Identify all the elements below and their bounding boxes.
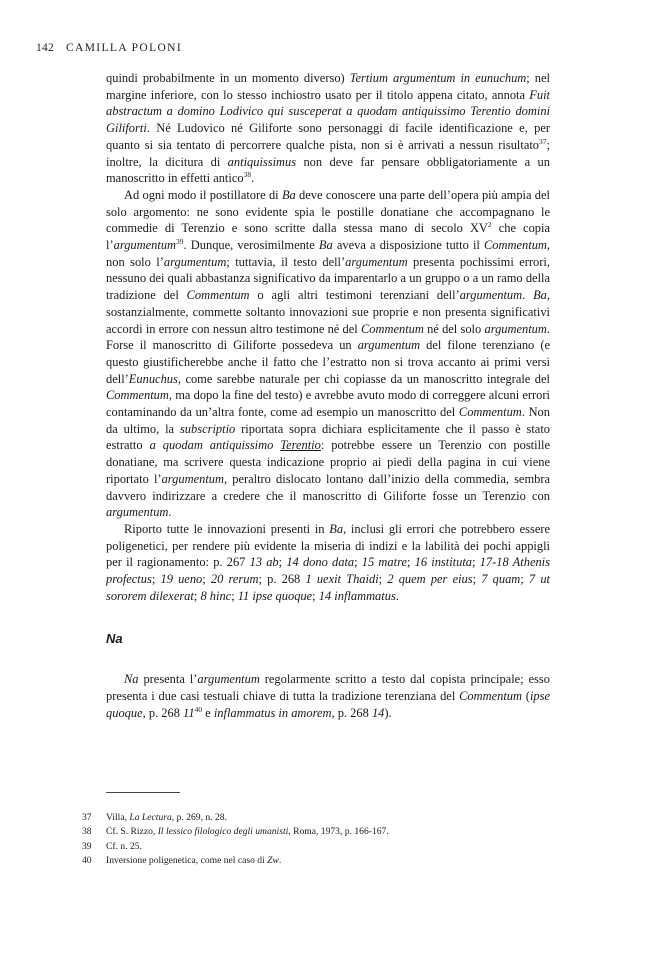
footnote-ref[interactable]: 39 [176, 237, 184, 247]
footnote-text: Villa, La Lectura, p. 269, n. 28. [106, 812, 227, 823]
section-heading: Na [106, 630, 123, 646]
footnote [82, 854, 542, 868]
footnote-number: 40 [82, 855, 92, 867]
footnote [82, 840, 542, 854]
footnote-number: 39 [82, 840, 92, 852]
footnote-ref[interactable]: 37 [539, 136, 547, 146]
footnote-text: Cf. n. 25. [106, 840, 142, 852]
footnote-number: 37 [82, 812, 92, 823]
paragraph: Na presenta l’argumentum regolarmente scritto a testo dal copista principale; esso presenta i due casi testuali chiave di tutta la tradizione terenziana del Commentum (ipse quoque, p. 268 $11^{40}$ e inflammatus in amorem, p. 268 14). [106, 672, 550, 720]
running-head [36, 42, 182, 54]
footnote-divider [106, 792, 180, 793]
footnote-text: Inversione poligenetica, come nel caso di Zw. [106, 855, 282, 867]
footnote [82, 811, 542, 825]
footnote-text: Cf. S. Rizzo, Il lessico filologico degli umanisti, Roma, 1973, p. 166-167. [106, 826, 389, 838]
footnotes [82, 811, 542, 869]
footnote [82, 825, 542, 839]
footnote-number: 38 [82, 826, 92, 838]
running-head-author: CAMILLA POLONI [65, 42, 183, 54]
footnote-ref[interactable]: 38 [243, 170, 252, 180]
paragraph: Riporto tutte le innovazioni presenti in Ba, inclusi gli errori che potrebbero essere poligenetici, per rendere più evidente la miseria di indizi e la labilità dei pochi appigli per il ragionamento: p. 267 13 ab; 14 dono data; 15 matre; 16 instituta; 17-18 Athenis profectus; 19 ueno; 20 rerum; p. 268 1 uexit Thaidi; 2 quem per eius; 7 quam; 7 ut sororem dilexerat; 8 hinc; 11 ipse quoque; 14 inflammatus. [106, 521, 551, 603]
footnote-ref[interactable]: 40 [194, 704, 203, 714]
paragraph: Ad ogni modo il postillatore di Ba deve conoscere una parte dell’opera più ampia del solo argomento: ne sono evidente spia le postille donatiane che accompagnano le commedie di Terenzio e sono scritte dalla stessa mano di secolo $XV^2$ che copia l’argumentum$^{39}$. Dunque, verosimilmente Ba aveva a disposizione tutto il Commentum, non solo l’argumentum; tuttavia, il testo dell’argumentum presenta pochissimi errori, nessuno dei quali abbastanza significativo da imparentarlo a un gruppo o a un ramo della tradizione del Commentum o agli altri testimoni terenziani dell’argumentum. Ba, sostanzialmente, commette soltanto innovazioni sue proprie e non presenta significativi accordi in errore con nessun altro testimone né del Commentum né del solo argumentum. Forse il manoscritto di Giliforte possedeva un argumentum del filone terenziano (e questo giustificherebbe anche il fatto che l’estratto non si trova accanto ai primi versi dell’Eunuchus, come sarebbe naturale per chi copiasse da un manoscritto integrale del Commentum, ma dopo la fine del testo) e avrebbe avuto modo di correggere alcuni errori contaminando da un’altra fonte, come ad esempio un manoscritto del Commentum. Non da ultimo, la subscriptio riportata sopra dichiara esplicitamente che il passo è stato estratto a quodam antiquissimo Terentio: potrebbe essere un Terenzio con postille donatiane, ma scrivere questa indicazione proprio ai piedi della pagina in cui viene riportato l’argumentum, peraltro dislocato lontano dall’inizio della commedia, sembra davvero indirizzare a credere che il manoscritto di Giliforte fosse un Terenzio con argumentum. [106, 187, 551, 520]
page-number: 142 [36, 42, 54, 54]
body-text [106, 70, 550, 721]
paragraph: quindi probabilmente in un momento diverso) Tertium argumentum in eunuchum; nel margine inferiore, con lo stesso inchiostro usato per il titolo appena citato, annota Fuit abstractum a domino Lodivico qui susceperat a quodam antiquissimo Terentio domini Giliforti. Né Ludovico né Giliforte sono personaggi di facile identificazione e, per quanto si sia tentato di percorrere qualche pista, non si è arrivati a nessun risultato$^{37}$; inoltre, la dicitura di antiquissimus non deve far pensare obbligatoriamente a un manoscritto in effetti antico$^{38}$. [106, 71, 550, 186]
